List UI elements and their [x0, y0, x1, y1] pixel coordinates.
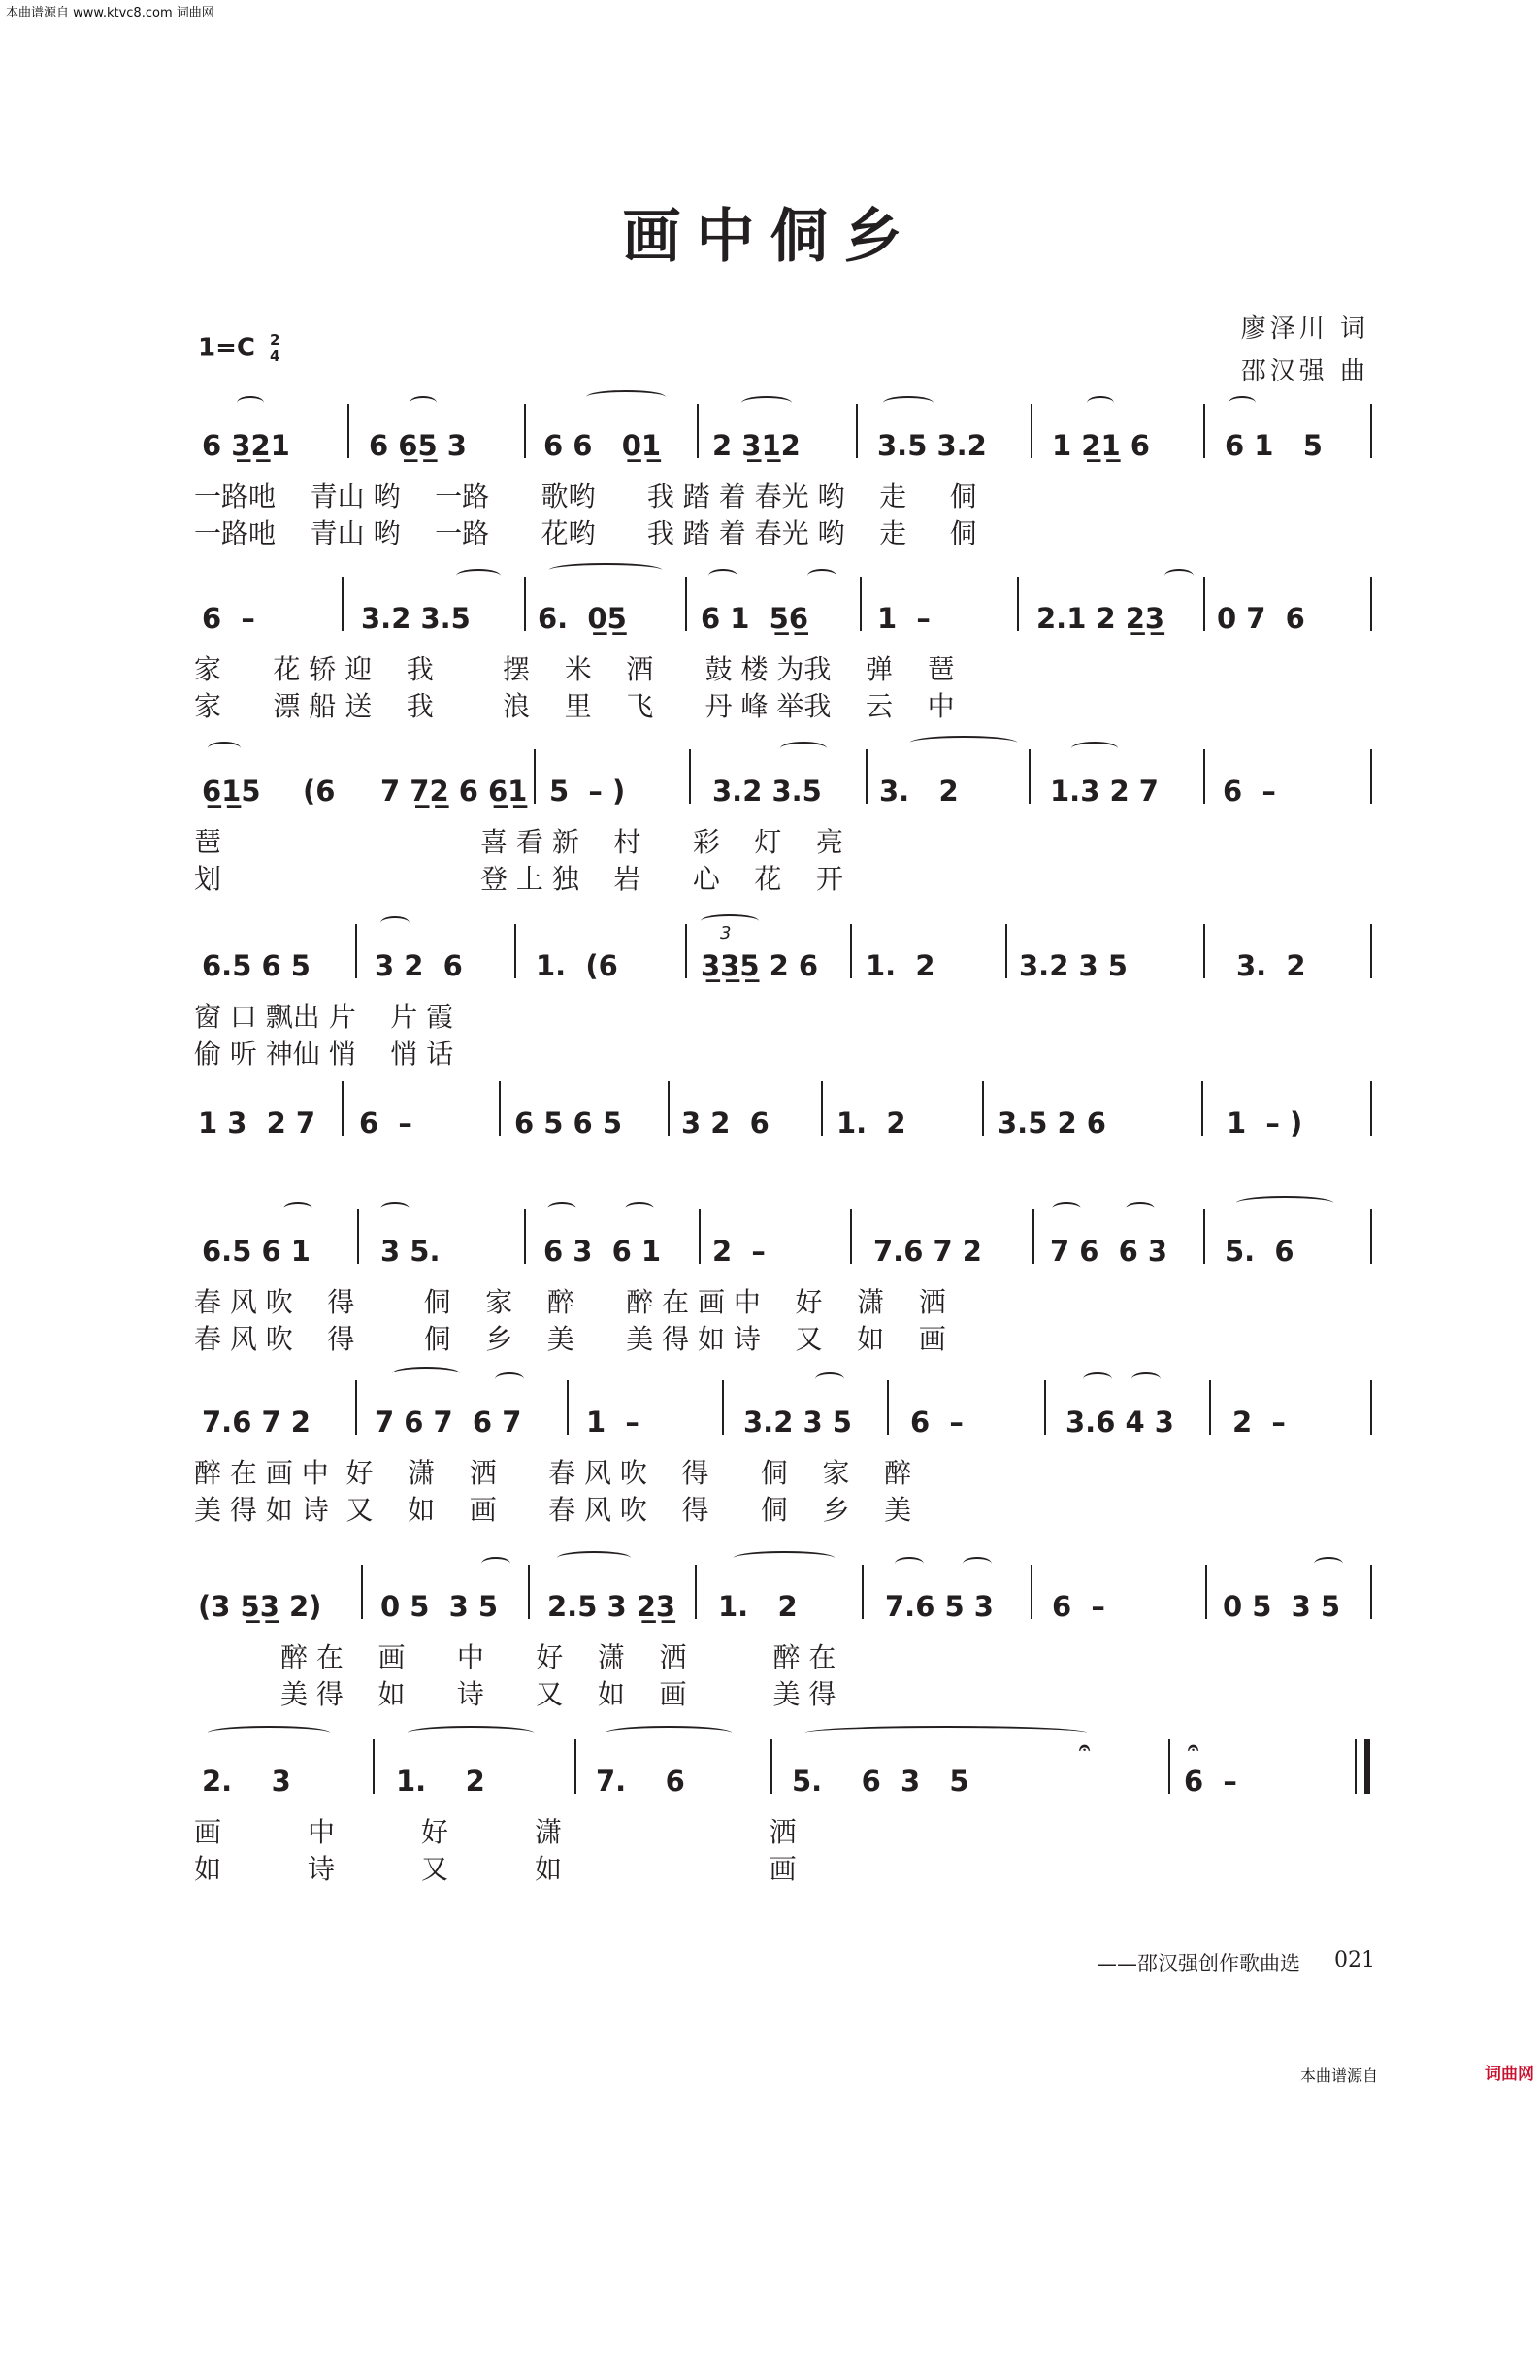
composer-credit: 邵汉强 曲	[1240, 357, 1369, 386]
slur	[883, 396, 934, 410]
measure: 2. 3	[202, 1765, 291, 1798]
barline	[514, 924, 516, 978]
notes-row	[194, 763, 1373, 808]
measure: 7. 6	[596, 1765, 685, 1798]
barline	[1032, 1209, 1034, 1264]
slur	[495, 1372, 524, 1386]
barline	[1370, 1081, 1372, 1136]
slur	[283, 1202, 312, 1215]
measure: 3.2 3 5	[743, 1405, 852, 1438]
watermark-logo: 词曲网	[1485, 2065, 1534, 2084]
page-title: 画中侗乡	[622, 203, 918, 271]
slur	[780, 742, 827, 755]
barline	[524, 577, 526, 631]
notes-row	[194, 1735, 1373, 1798]
barline	[373, 1739, 375, 1794]
notes-row	[194, 1095, 1373, 1140]
measure: (3 5̲3̲ 2)	[198, 1590, 322, 1623]
barline	[1370, 924, 1372, 978]
barline	[1370, 1209, 1372, 1264]
lyrics-verse-1	[194, 821, 1373, 858]
slur	[586, 390, 666, 404]
slur	[910, 736, 1017, 749]
lyrics-verse-2	[194, 1033, 1373, 1070]
lyrics-verse-1	[194, 1636, 1373, 1673]
measure: 6 1 5̲6̲	[701, 602, 809, 635]
page-number: 021	[1334, 1948, 1375, 1972]
slur	[963, 1557, 992, 1570]
lyrics-verse-1	[194, 1811, 1373, 1848]
barline	[1203, 749, 1205, 804]
measure: 6 5 6 5	[514, 1107, 623, 1140]
lyrics-verse-1	[194, 996, 1373, 1033]
barline	[982, 1081, 984, 1136]
measure: 6.5 6 5	[202, 949, 311, 982]
barline	[1203, 1209, 1205, 1264]
slur	[237, 396, 264, 410]
measure: (6	[303, 775, 336, 808]
lyric-text: 划 登 上 独 岩 心 花 开	[194, 863, 844, 895]
barline	[347, 404, 349, 458]
barline	[1370, 749, 1372, 804]
slur	[741, 396, 792, 410]
lyric-text: 偷 听 神仙 悄 悄 话	[194, 1038, 454, 1070]
lyric-text: 春 风 吹 得 侗 乡 美 美 得 如 诗 又 如 画	[194, 1323, 946, 1355]
barline	[689, 749, 691, 804]
slur	[208, 1726, 330, 1739]
barline	[528, 1565, 530, 1619]
slur	[807, 569, 836, 582]
barline	[1209, 1380, 1211, 1435]
slur	[380, 916, 410, 930]
barline	[850, 924, 852, 978]
lyric-text: 一路吔 青山 哟 一路 歌哟 我 踏 着 春光 哟 走 侗	[194, 480, 977, 512]
barline	[1203, 404, 1205, 458]
slur	[1071, 742, 1118, 755]
measure: 7.6 5 3	[885, 1590, 994, 1623]
lyric-text: 美 得 如 诗 又 如 画 美 得	[194, 1678, 836, 1710]
lyric-text: 如 诗 又 如 画	[194, 1853, 797, 1885]
lyrics-verse-2	[194, 685, 1373, 722]
time-signature-top: 2	[270, 331, 280, 348]
measure: 3.5 2 6	[998, 1107, 1106, 1140]
barline	[668, 1081, 670, 1136]
slur	[1126, 1202, 1155, 1215]
measure: 7.6 7 2	[873, 1235, 982, 1268]
book-title-footer: ——邵汉强创作歌曲选	[1097, 1952, 1300, 1975]
measure: 1.3 2 7	[1050, 775, 1159, 808]
barline	[1370, 577, 1372, 631]
measure: 1 – )	[1227, 1107, 1303, 1140]
final-barline-thick	[1364, 1739, 1370, 1794]
barline	[821, 1081, 823, 1136]
score-line-4	[194, 923, 1373, 1070]
barline	[342, 1081, 344, 1136]
notes-row	[194, 1223, 1373, 1268]
barline	[856, 404, 858, 458]
measure: 3̲3̲5̲ 2 6	[701, 949, 819, 982]
barline	[699, 1209, 701, 1264]
barline	[860, 577, 862, 631]
measure: 5. 6	[1225, 1235, 1294, 1268]
key-label: 1=C	[198, 333, 255, 363]
slur	[1052, 1202, 1081, 1215]
measure: 7.6 7 2	[202, 1405, 311, 1438]
barline	[697, 404, 699, 458]
measure: 1 –	[877, 602, 931, 635]
barline	[355, 924, 357, 978]
barline	[1031, 1565, 1032, 1619]
measure: 2 3̲1̲2	[712, 429, 801, 462]
slur	[1236, 1196, 1333, 1209]
lyrics-verse-2	[194, 1673, 1373, 1710]
barline	[685, 924, 687, 978]
barline	[866, 749, 868, 804]
measure: 6.5 6 1	[202, 1235, 311, 1268]
barline	[524, 404, 526, 458]
lyrics-verse-2	[194, 1318, 1373, 1355]
slur	[1314, 1557, 1343, 1570]
measure: 3.2 3.5	[712, 775, 822, 808]
barline	[361, 1565, 363, 1619]
measure: 3.6 4 3	[1065, 1405, 1174, 1438]
notes-row	[194, 1394, 1373, 1438]
measure: 2.5 3 2̲3̲	[547, 1590, 676, 1623]
barline	[862, 1565, 864, 1619]
measure: 5 – )	[549, 775, 626, 808]
measure: 3 5.	[380, 1235, 441, 1268]
measure: 3. 2	[1236, 949, 1306, 982]
score-line-6	[194, 1223, 1373, 1355]
score-line-5	[194, 1095, 1373, 1140]
lyric-text: 家 漂 船 送 我 浪 里 飞 丹 峰 举我 云 中	[194, 690, 955, 722]
measure: 3 2 6	[681, 1107, 770, 1140]
barline	[685, 577, 687, 631]
slur	[734, 1551, 835, 1565]
notes-row	[194, 1578, 1373, 1623]
measure: 7 6 6 3	[1050, 1235, 1168, 1268]
barline	[1031, 404, 1032, 458]
measure: 6 –	[1052, 1590, 1105, 1623]
slur	[1164, 569, 1194, 582]
lyric-text: 醉 在 画 中 好 潇 洒 春 风 吹 得 侗 家 醉	[194, 1457, 912, 1489]
notes-row	[194, 923, 1373, 982]
lyric-text: 琶 喜 看 新 村 彩 灯 亮	[194, 826, 844, 858]
score-line-7	[194, 1394, 1373, 1526]
lyrics-verse-1	[194, 476, 1373, 512]
barline	[1044, 1380, 1046, 1435]
lyrics-verse-2	[194, 858, 1373, 895]
measure: 5. 6 3 5	[792, 1765, 969, 1798]
watermark-top: 本曲谱源自 www.ktvc8.com 词曲网	[6, 6, 214, 20]
slur	[392, 1367, 460, 1380]
slur	[1229, 396, 1256, 410]
barline	[887, 1380, 889, 1435]
measure: 0 7 6	[1217, 602, 1305, 635]
lyricist-credit: 廖泽川 词	[1240, 314, 1369, 344]
measure: 3.2 3 5	[1019, 949, 1128, 982]
fermata-icon: 𝄐	[1079, 1735, 1091, 1759]
measure: 6 1 5	[1225, 429, 1323, 462]
notes-row	[194, 417, 1373, 462]
barline	[1370, 404, 1372, 458]
score-line-8	[194, 1578, 1373, 1710]
lyric-text: 画 中 好 潇 洒	[194, 1816, 797, 1848]
lyric-text: 一路吔 青山 哟 一路 花哟 我 踏 着 春光 哟 走 侗	[194, 517, 977, 549]
final-barline-thin	[1355, 1739, 1357, 1794]
barline	[1168, 1739, 1170, 1794]
measure: 1. 2	[836, 1107, 906, 1140]
key-signature	[198, 332, 279, 365]
score-line-9	[194, 1735, 1373, 1885]
lyrics-verse-1	[194, 1452, 1373, 1489]
measure: 6. 0̲5̲	[538, 602, 627, 635]
measure: 3 2 6	[375, 949, 463, 982]
slur	[410, 396, 437, 410]
measure: 6 –	[910, 1405, 964, 1438]
measure: 2 –	[712, 1235, 766, 1268]
measure: 7 6 7 6 7	[375, 1405, 522, 1438]
barline	[1205, 1565, 1207, 1619]
slur	[625, 1202, 654, 1215]
measure: 6 –	[202, 602, 255, 635]
measure: 6 –	[1184, 1765, 1237, 1798]
slur	[1131, 1372, 1161, 1386]
slur	[805, 1726, 1087, 1739]
lyrics-verse-2	[194, 1848, 1373, 1885]
measure: 2 –	[1232, 1405, 1286, 1438]
lyric-text: 家 花 轿 迎 我 摆 米 酒 鼓 楼 为我 弹 琶	[194, 653, 955, 685]
measure: 6 3̲2̲1	[202, 429, 290, 462]
slur	[815, 1372, 844, 1386]
measure: 1. 2	[718, 1590, 798, 1623]
measure: 3. 2	[879, 775, 959, 808]
measure: 3.2 3.5	[361, 602, 471, 635]
lyric-text: 美 得 如 诗 又 如 画 春 风 吹 得 侗 乡 美	[194, 1494, 912, 1526]
measure: 1. 2	[396, 1765, 485, 1798]
slur	[208, 742, 241, 755]
slur	[557, 1551, 631, 1565]
barline	[1017, 577, 1019, 631]
measure: 1 –	[586, 1405, 639, 1438]
measure: 6 –	[1223, 775, 1276, 808]
slur	[708, 569, 737, 582]
barline	[574, 1739, 576, 1794]
watermark-bottom: 本曲谱源自	[1300, 2066, 1379, 2085]
measure: 0 5 3 5	[1223, 1590, 1341, 1623]
lyrics-verse-2	[194, 512, 1373, 549]
barline	[534, 749, 536, 804]
measure: 6 6̲5̲ 3	[369, 429, 467, 462]
triplet-mark: 3	[720, 923, 732, 943]
measure: 7 7̲2̲ 6 6̲1̲	[380, 775, 528, 808]
slur	[1087, 396, 1114, 410]
barline	[1370, 1380, 1372, 1435]
score-line-2	[194, 590, 1373, 722]
barline	[355, 1380, 357, 1435]
barline	[1370, 1565, 1372, 1619]
barline	[499, 1081, 501, 1136]
slur	[606, 1726, 732, 1739]
time-signature	[270, 332, 279, 365]
lyric-text: 醉 在 画 中 好 潇 洒 醉 在	[194, 1641, 836, 1673]
slur	[547, 1202, 576, 1215]
barline	[357, 1209, 359, 1264]
measure: 2.1 2 2̲3̲	[1036, 602, 1165, 635]
lyrics-verse-1	[194, 648, 1373, 685]
score-line-1	[194, 417, 1373, 549]
barline	[1203, 924, 1205, 978]
measure: 1 2̲1̲ 6	[1052, 429, 1150, 462]
slur	[456, 569, 501, 582]
slur	[895, 1557, 924, 1570]
barline	[850, 1209, 852, 1264]
slur	[1083, 1372, 1112, 1386]
fermata-icon: 𝄐	[1188, 1735, 1199, 1759]
lyric-text: 窗 口 飘出 片 片 霞	[194, 1001, 454, 1033]
measure: 6 –	[359, 1107, 412, 1140]
measure: 3.5 3.2	[877, 429, 987, 462]
barline	[1029, 749, 1031, 804]
slur	[549, 563, 662, 577]
barline	[524, 1209, 526, 1264]
measure: 6̲1̲5	[202, 775, 261, 808]
measure: 1. 2	[866, 949, 935, 982]
measure: 1 3 2 7	[198, 1107, 316, 1140]
barline	[722, 1380, 724, 1435]
lyrics-verse-1	[194, 1281, 1373, 1318]
barline	[770, 1739, 772, 1794]
time-signature-bottom: 4	[270, 347, 280, 365]
slur	[380, 1202, 410, 1215]
lyric-text: 春 风 吹 得 侗 家 醉 醉 在 画 中 好 潇 洒	[194, 1286, 946, 1318]
slur	[408, 1726, 534, 1739]
notes-row	[194, 590, 1373, 635]
measure: 6 3 6 1	[543, 1235, 662, 1268]
barline	[1203, 577, 1205, 631]
barline	[1201, 1081, 1203, 1136]
score-line-3	[194, 763, 1373, 895]
measure: 1. (6	[536, 949, 618, 982]
measure: 0 5 3 5	[380, 1590, 499, 1623]
barline	[1005, 924, 1007, 978]
barline	[342, 577, 344, 631]
slur	[481, 1557, 510, 1570]
measure: 6 6 0̲1̲	[543, 429, 662, 462]
barline	[695, 1565, 697, 1619]
barline	[567, 1380, 569, 1435]
lyrics-verse-2	[194, 1489, 1373, 1526]
